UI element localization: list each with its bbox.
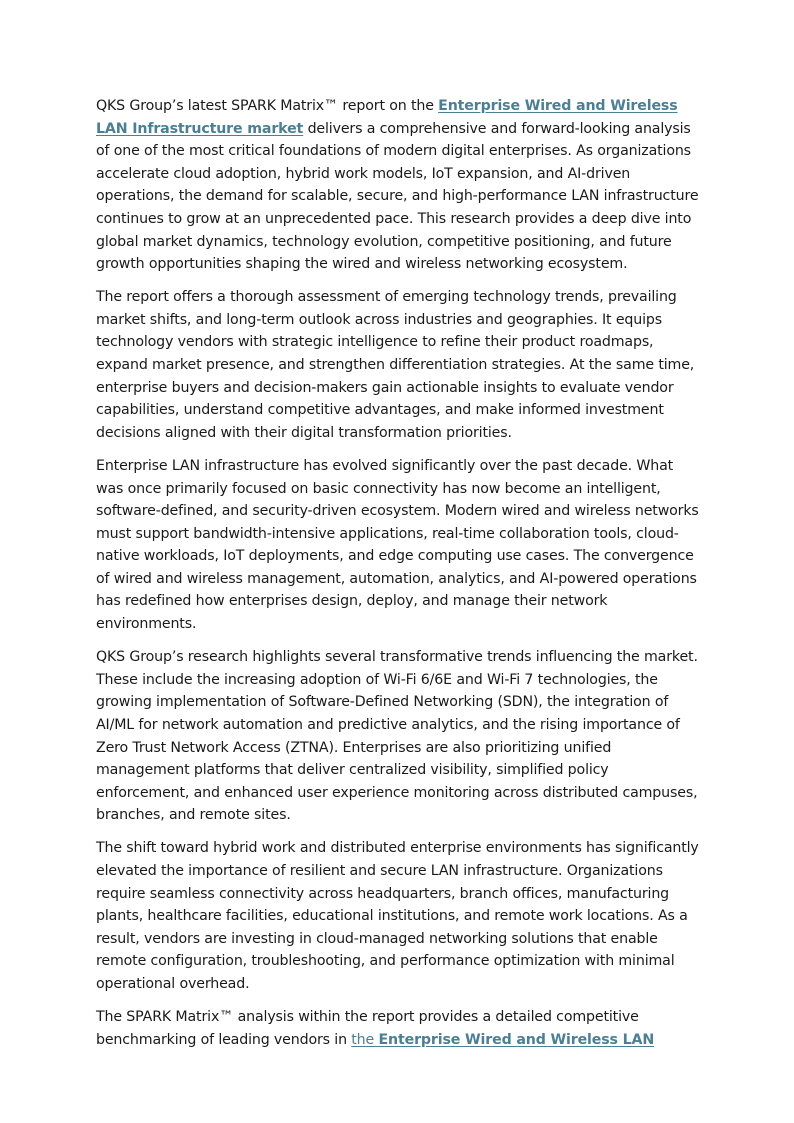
paragraph-hybrid-work: The shift toward hybrid work and distributed enterprise environments has significantly elevated the importance of resilient and secure LAN infrastructure. Organizations require seamless connectivity across headquarters, branch offices, manufacturing plants, healthcare facilities, educational institutions, and remote work locations. As a result, vendors are investing in cloud-managed networking solutions that enable remote configuration, troubleshooting, and performance optimization with minimal operational overhead. xyxy=(96,840,699,992)
paragraph-spark-matrix xyxy=(96,1006,700,1051)
paragraph-spark-lead: The SPARK Matrix™ analysis within the report provides a detailed competitive benchmarking of leading vendors in xyxy=(96,1009,639,1048)
market-link-prefix[interactable]: the xyxy=(351,1031,379,1048)
paragraph-intro-lead: QKS Group’s latest SPARK Matrix™ report on the xyxy=(96,98,439,114)
paragraph-intro-rest: delivers a comprehensive and forward-looking analysis of one of the most critical foundations of modern digital enterprises. As organizations accelerate cloud adoption, hybrid work models, IoT expansion, and AI-driven operations, the demand for scalable, secure, and high-performance LAN infrastructure continues to grow at an unprecedented pace. This research provides a deep dive into global market dynamics, technology evolution, competitive positioning, and future growth opportunities shaping the wired and wireless networking ecosystem. xyxy=(96,120,699,273)
paragraph-intro xyxy=(96,95,700,276)
paragraph-assessment: The report offers a thorough assessment of emerging technology trends, prevailing market shifts, and long-term outlook across industries and geographies. It equips technology vendors with strategic intelligence to refine their product roadmaps, expand market presence, and strengthen differentiation strategies. At the same time, enterprise buyers and decision-makers gain actionable insights to evaluate vendor capabilities, understand competitive advantages, and make informed investment decisions aligned with their digital transformation priorities. xyxy=(96,289,695,441)
market-link[interactable]: Enterprise Wired and Wireless LAN Infrastructure market xyxy=(96,98,678,137)
document-body xyxy=(96,95,700,1062)
paragraph-trends: QKS Group’s research highlights several transformative trends influencing the market. These include the increasing adoption of Wi-Fi 6/6E and Wi-Fi 7 technologies, the growing implementation of Software-Defined Networking (SDN), the integration of AI/ML for network automation and predictive analytics, and the rising importance of Zero Trust Network Access (ZTNA). Enterprises are also prioritizing unified management platforms that deliver centralized visibility, simplified policy enforcement, and enhanced user experience monitoring across distributed campuses, branches, and remote sites. xyxy=(96,649,698,824)
paragraph-evolution: Enterprise LAN infrastructure has evolved significantly over the past decade. What was once primarily focused on basic connectivity has now become an intelligent, software-defined, and security-driven ecosystem. Modern wired and wireless networks must support bandwidth-intensive applications, real-time collaboration tools, cloud-native workloads, IoT deployments, and edge computing use cases. The convergence of wired and wireless management, automation, analytics, and AI-powered operations has redefined how enterprises design, deploy, and manage their network environments. xyxy=(96,457,699,633)
market-link-2[interactable]: Enterprise Wired and Wireless LAN xyxy=(378,1031,655,1048)
